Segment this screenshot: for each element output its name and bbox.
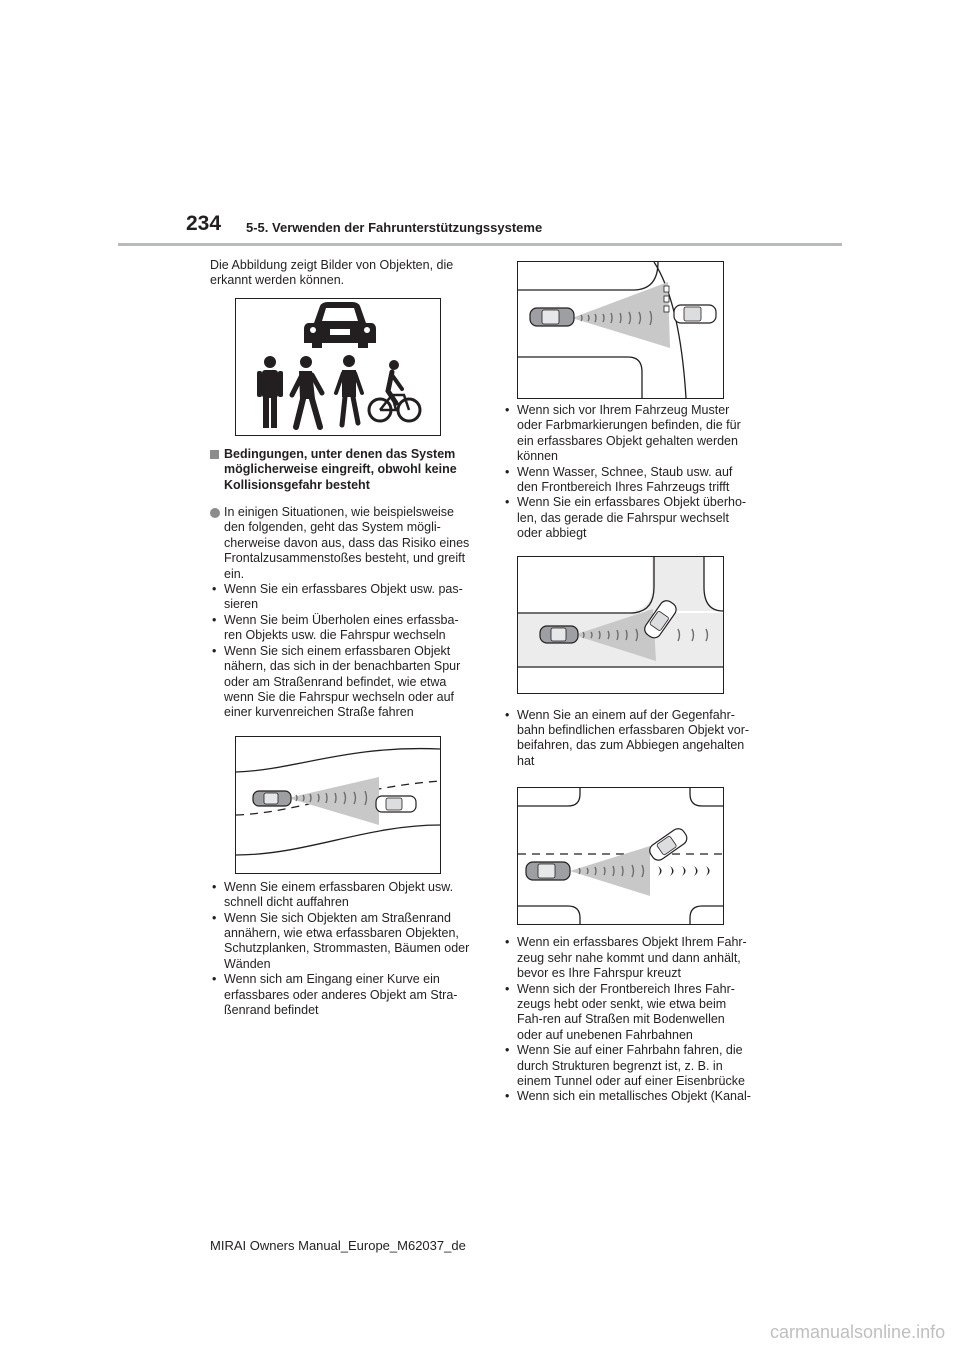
list-item: • Wenn Sie einem erfassbaren Objekt usw. schnell dicht auffahren [210,880,476,911]
own-vehicle-icon [530,308,574,326]
header-divider [118,243,842,246]
figure-intersection-turn [517,261,724,399]
note-paragraph [210,505,476,582]
oncoming-turn-illustration [518,788,723,924]
pedestrian-standing-icon [257,356,283,428]
bullet-list-right-b [503,708,753,770]
bullet-list-left-a [210,582,476,721]
page-number: 234 [186,212,222,235]
list-item: • Wenn sich ein metallisches Objekt (Kanal- [503,1089,753,1104]
left-column [210,258,476,1018]
footer-manual-id: MIRAI Owners Manual_Europe_M62037_de [210,1238,466,1253]
detectable-objects-illustration [236,299,440,435]
bullet-list-right-a [503,403,753,542]
square-bullet-icon [210,450,219,459]
car-front-icon [304,302,376,348]
circle-bullet-icon [210,508,220,518]
list-item: • Wenn Wasser, Schnee, Staub usw. auf den Frontbereich Ihres Fahrzeugs trifft [503,465,753,496]
figure-lane-change [517,556,724,694]
list-item: • Wenn Sie an einem auf der Gegenfahr-bahn befindlichen erfassbaren Objekt vor-beifahren, das zum Abbiegen angehalten hat [503,708,753,770]
list-item: • Wenn Sie ein erfassbares Objekt überho-len, das gerade die Fahrspur wechselt oder abbiegt [503,495,753,541]
list-item: • Wenn Sie beim Überholen eines erfassba-ren Objekts usw. die Fahrspur wechseln [210,613,476,644]
own-vehicle-icon [526,862,570,880]
sensor-beam [288,777,379,825]
target-vehicle-icon [376,796,416,812]
watermark: carmanualsonline.info [770,1322,946,1342]
figure-oncoming-turn [517,787,724,925]
pedestrian-child-icon [336,355,362,425]
own-vehicle-icon [253,791,291,806]
figure-curved-road [235,736,441,874]
lane-change-illustration [518,557,723,693]
figure-detectable-objects [235,298,441,436]
intro-paragraph: Die Abbildung zeigt Bilder von Objekten, die erkannt werden können. [210,258,454,288]
list-item: • Wenn Sie ein erfassbares Objekt usw. pas-sieren [210,582,476,613]
traffic-cone-icons [664,286,669,312]
list-item: • Wenn sich vor Ihrem Fahrzeug Muster oder Farbmarkierungen befinden, die für ein erfassbares Objekt gehalten werden können [503,403,753,465]
sensor-crescent-marks [658,866,710,876]
bullet-list-right-c [503,935,753,1104]
intersection-turn-illustration [518,262,723,398]
bullet-list-left-b [210,880,476,1019]
oncoming-vehicle-icon [647,826,690,863]
list-item: • Wenn ein erfassbares Objekt Ihrem Fahr-zeug sehr nahe kommt und dann anhält, bevor es Ihre Fahrspur kreuzt [503,935,753,981]
turning-vehicle-icon [674,305,716,323]
curved-road-illustration [236,737,440,873]
section-title: 5-5. Verwenden der Fahrunterstützungssysteme [246,220,543,235]
section-heading-text: Bedingungen, unter denen das System möglicherweise eingreift, obwohl keine Kollisionsgefahr besteht [224,446,457,492]
pedestrian-walking-icon [292,356,322,427]
list-item: • Wenn sich der Frontbereich Ihres Fahr-zeugs hebt oder senkt, wie etwa beim Fah-ren auf Straßen mit Bodenwellen oder auf unebenen Fahrbahnen [503,982,753,1044]
list-item: • Wenn Sie auf einer Fahrbahn fahren, die durch Strukturen begrenzt ist, z. B. in einem Tunnel oder auf einer Eisenbrücke [503,1043,753,1089]
note-text: In einigen Situationen, wie beispielsweise den folgenden, geht das System mögli-cherweise davon aus, dass das Risiko eines Frontalzusammenstoßes besteht, und greift ein. [224,505,470,581]
right-column [503,403,753,1105]
cyclist-icon [369,360,420,421]
list-item: • Wenn Sie sich Objekten am Straßenrand annähern, wie etwa erfassbaren Objekten, Schutzplanken, Strommasten, Bäumen oder Wänden [210,911,476,973]
list-item: • Wenn sich am Eingang einer Kurve ein erfassbares oder anderes Objekt am Stra-ßenrand befindet [210,972,476,1018]
list-item: • Wenn Sie sich einem erfassbaren Objekt nähern, das sich in der benachbarten Spur oder am Straßenrand befindet, wie etwa wenn Sie die Fahrspur wechseln oder auf einer kurvenreichen Straße fahren [210,644,476,721]
section-heading [210,447,476,493]
own-vehicle-icon [540,626,578,643]
